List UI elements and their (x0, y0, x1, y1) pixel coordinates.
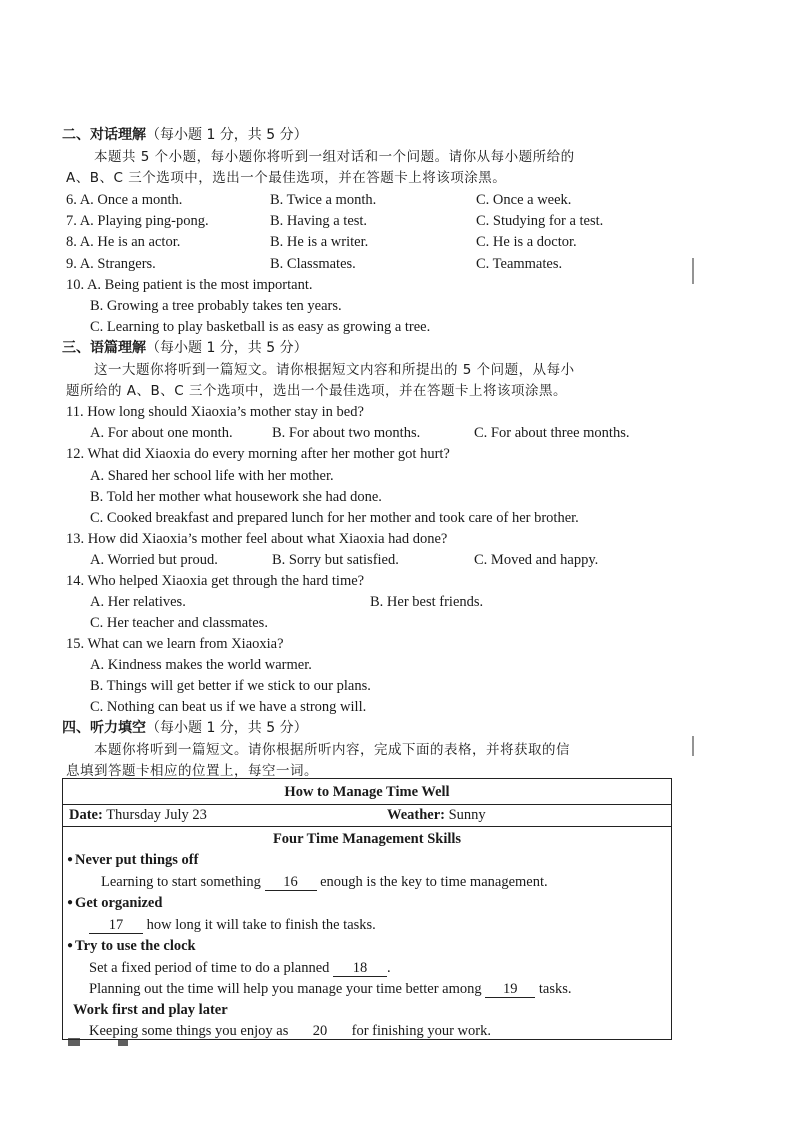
skill3-line2-post: tasks. (538, 981, 572, 997)
q9-option-a[interactable]: 9. A. Strangers. (66, 256, 156, 272)
q6-option-a[interactable]: 6. A. Once a month. (66, 192, 183, 208)
date-field (69, 806, 207, 824)
skill1-post: enough is the key to time management. (320, 874, 548, 890)
skill1-title (67, 851, 671, 869)
skill3-sentence-2 (89, 980, 671, 998)
section2-instruction-line2: A、B、C 三个选项中，选出一个最佳选项，并在答题卡上将该项涂黑。 (66, 170, 507, 186)
date-value: Thursday July 23 (106, 807, 207, 823)
q15-option-b[interactable]: B. Things will get better if we stick to our plans. (90, 678, 371, 694)
q14-option-c[interactable]: C. Her teacher and classmates. (90, 615, 268, 631)
q11-option-a[interactable]: A. For about one month. (90, 425, 233, 441)
q9-option-c[interactable]: C. Teammates. (476, 256, 563, 272)
scan-smudge-2 (118, 1040, 128, 1046)
bullet-icon: ● (67, 854, 74, 865)
blank-19[interactable]: 19 (485, 981, 535, 998)
section2-heading (62, 126, 308, 144)
q7-option-c[interactable]: C. Studying for a test. (476, 213, 604, 229)
q11-option-c[interactable]: C. For about three months. (474, 425, 630, 441)
skill1-pre: Learning to start something (101, 874, 261, 890)
q12-stem: 12. What did Xiaoxia do every morning after her mother got hurt? (66, 446, 450, 462)
bullet-icon: ● (67, 940, 74, 951)
q13-stem: 13. How did Xiaoxia’s mother feel about what Xiaoxia had done? (66, 531, 448, 547)
q8-option-a[interactable]: 8. A. He is an actor. (66, 234, 181, 250)
q6-option-b[interactable]: B. Twice a month. (270, 192, 377, 208)
q15-option-c[interactable]: C. Nothing can beat us if we have a strong will. (90, 699, 367, 715)
q6-option-c[interactable]: C. Once a week. (476, 192, 572, 208)
skill2-title-text: Get organized (75, 895, 163, 911)
weather-label: Weather: (387, 807, 445, 823)
section4-heading-title: 四、听力填空 (62, 720, 146, 736)
section4-heading (62, 719, 308, 737)
section3-heading-title: 三、语篇理解 (62, 340, 146, 356)
q11-option-b[interactable]: B. For about two months. (272, 425, 421, 441)
q13-option-a[interactable]: A. Worried but proud. (90, 552, 218, 568)
skill1-sentence (101, 873, 671, 891)
q14-option-b[interactable]: B. Her best friends. (370, 594, 484, 610)
blank-18[interactable]: 18 (333, 960, 387, 977)
q7-option-b[interactable]: B. Having a test. (270, 213, 368, 229)
section2-heading-title: 二、对话理解 (62, 127, 146, 143)
table-divider-1 (63, 804, 671, 805)
skill3-line2-pre: Planning out the time will help you manage your time better among (89, 981, 482, 997)
q12-option-a[interactable]: A. Shared her school life with her mother. (90, 468, 334, 484)
q12-option-b[interactable]: B. Told her mother what housework she had done. (90, 489, 382, 505)
scan-mark-right-2 (692, 736, 694, 756)
q14-stem: 14. Who helped Xiaoxia get through the hard time? (66, 573, 365, 589)
scan-smudge-1 (68, 1038, 80, 1046)
section4-heading-note: （每小题 1 分，共 5 分） (146, 720, 308, 736)
blank-17[interactable]: 17 (89, 917, 143, 934)
skill2-sentence (89, 916, 671, 934)
q12-option-c[interactable]: C. Cooked breakfast and prepared lunch for her mother and took care of her brother. (90, 510, 579, 526)
time-management-table (62, 778, 672, 1040)
scan-mark-right (692, 258, 694, 284)
q14-option-a[interactable]: A. Her relatives. (90, 594, 186, 610)
weather-field (387, 806, 486, 824)
q7-option-a[interactable]: 7. A. Playing ping-pong. (66, 213, 209, 229)
skill3-title-text: Try to use the clock (75, 938, 196, 954)
q15-option-a[interactable]: A. Kindness makes the world warmer. (90, 657, 312, 673)
section3-instruction-line1: 这一大题你将听到一篇短文。请你根据短文内容和所提出的 5 个问题，从每小 (94, 362, 575, 378)
skill2-title (67, 894, 671, 912)
table-title: How to Manage Time Well (284, 784, 450, 800)
blank-16[interactable]: 16 (265, 874, 317, 891)
skill4-sentence (89, 1022, 671, 1040)
section3-instruction-line2: 题所给的 A、B、C 三个选项中，选出一个最佳选项，并在答题卡上将该项涂黑。 (66, 383, 568, 399)
skill4-post: for finishing your work. (351, 1023, 491, 1039)
skill3-sentence-1 (89, 959, 671, 977)
skill1-title-text: Never put things off (75, 852, 199, 868)
bullet-icon: ● (67, 897, 74, 908)
section2-heading-note: （每小题 1 分，共 5 分） (146, 127, 308, 143)
skill2-post: how long it will take to finish the tasks. (146, 917, 376, 933)
section3-heading-note: （每小题 1 分，共 5 分） (146, 340, 308, 356)
q15-stem: 15. What can we learn from Xiaoxia? (66, 636, 284, 652)
skill4-pre: Keeping some things you enjoy as (89, 1023, 289, 1039)
q11-stem: 11. How long should Xiaoxia’s mother stay in bed? (66, 404, 364, 420)
skill3-title (67, 937, 671, 955)
q8-option-c[interactable]: C. He is a doctor. (476, 234, 577, 250)
skill3-line1-pre: Set a fixed period of time to do a planned (89, 960, 330, 976)
q9-option-b[interactable]: B. Classmates. (270, 256, 356, 272)
q10-option-b[interactable]: B. Growing a tree probably takes ten years. (90, 298, 342, 314)
q8-option-b[interactable]: B. He is a writer. (270, 234, 369, 250)
table-divider-2 (63, 826, 671, 827)
section2-instruction-line1: 本题共 5 个小题，每小题你将听到一组对话和一个问题。请你从每小题所给的 (94, 149, 575, 165)
q13-option-c[interactable]: C. Moved and happy. (474, 552, 599, 568)
date-label: Date: (69, 807, 103, 823)
q10-option-a[interactable]: 10. A. Being patient is the most important. (66, 277, 313, 293)
section4-instruction-line2: 息填到答题卡相应的位置上，每空一词。 (66, 763, 318, 779)
q13-option-b[interactable]: B. Sorry but satisfied. (272, 552, 399, 568)
section4-instruction-line1: 本题你将听到一篇短文。请你根据所听内容，完成下面的表格，并将获取的信 (94, 742, 570, 758)
section3-heading (62, 339, 308, 357)
table-subtitle: Four Time Management Skills (272, 831, 462, 847)
q10-option-c[interactable]: C. Learning to play basketball is as easy as growing a tree. (90, 319, 431, 335)
skill3-line1-post: . (387, 960, 391, 976)
weather-value: Sunny (448, 807, 486, 823)
skill4-title: Work first and play later (73, 1002, 228, 1018)
blank-20[interactable]: 20 (292, 1023, 348, 1040)
